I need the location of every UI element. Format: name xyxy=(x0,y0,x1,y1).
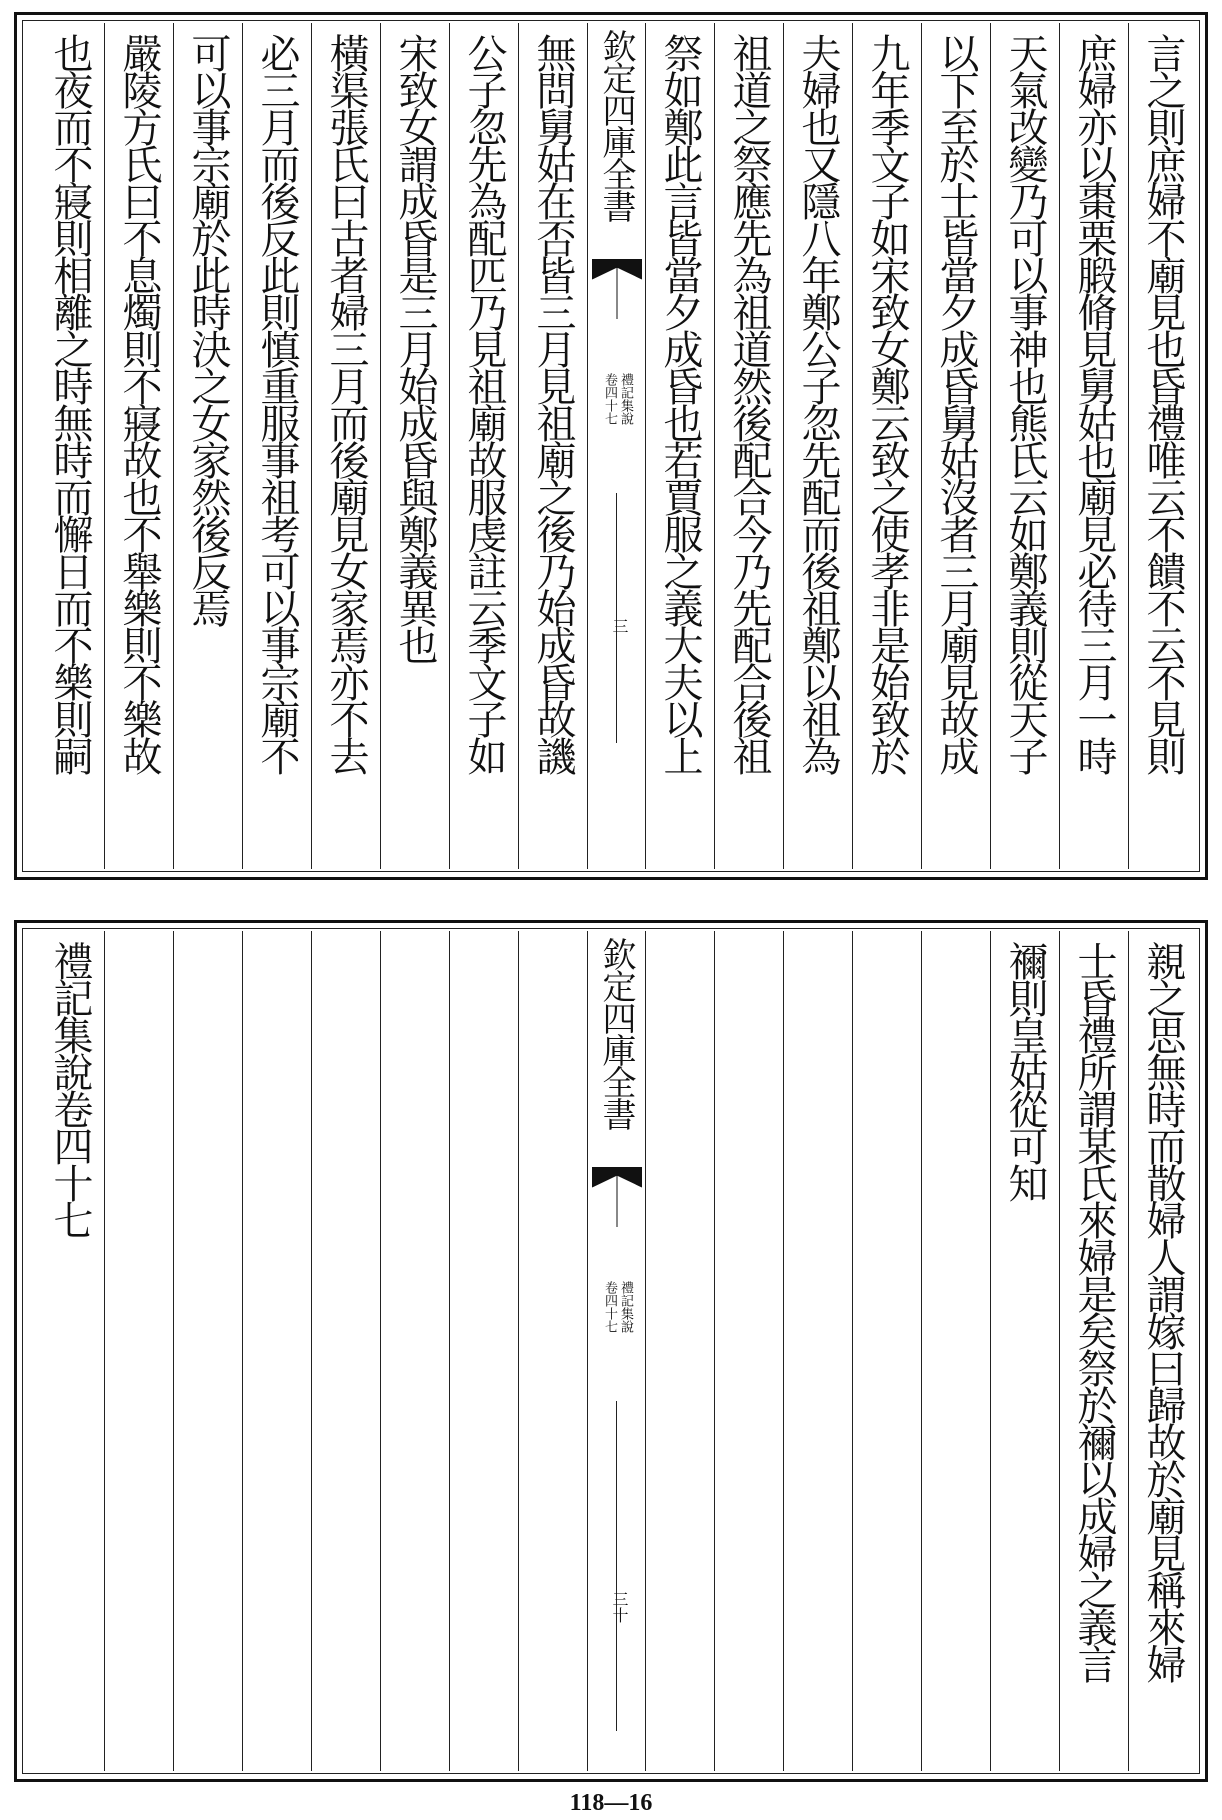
text-column xyxy=(783,931,852,1771)
text-column xyxy=(714,931,783,1771)
top-page xyxy=(14,12,1208,880)
column-text: 祭如鄭此言皆當夕成昏也若賈服之義大夫以上 xyxy=(657,33,703,773)
text-column xyxy=(1059,23,1128,869)
volume-end-title: 禮記集說卷四十七 xyxy=(47,941,93,1237)
fold-spine xyxy=(587,23,645,869)
text-column xyxy=(1128,931,1197,1771)
text-column xyxy=(173,931,242,1771)
text-column xyxy=(783,23,852,869)
column-text: 無問舅姑在否皆三月見祖廟之後乃始成昏故譏 xyxy=(530,33,576,773)
text-column xyxy=(35,23,104,869)
text-column xyxy=(645,931,714,1771)
text-column xyxy=(380,23,449,869)
text-column xyxy=(921,23,990,869)
column-text: 公子忽先為配匹乃見祖廟故服虔註云季文子如 xyxy=(461,33,507,773)
column-text: 夫婦也又隱八年鄭公子忽先配而後祖鄭以祖為 xyxy=(795,33,841,773)
reprint-page-number: 118—16 xyxy=(569,1790,653,1816)
text-column xyxy=(104,23,173,869)
text-column xyxy=(311,931,380,1771)
column-text: 嚴陵方氏曰不息燭則不寢故也不舉樂則不樂故 xyxy=(116,33,162,773)
text-column xyxy=(242,931,311,1771)
column-text: 士昏禮所謂某氏來婦是矣祭於禰以成婦之義言 xyxy=(1071,941,1117,1681)
text-column xyxy=(449,931,518,1771)
fish-tail-mark-icon xyxy=(592,1167,642,1227)
bottom-page xyxy=(14,920,1208,1782)
spine-title: 欽定四庫全書 xyxy=(596,937,636,1129)
spine-rule xyxy=(616,1401,617,1731)
text-column xyxy=(104,931,173,1771)
column-text: 祖道之祭應先為祖道然後配合今乃先配合後祖 xyxy=(726,33,772,773)
fold-spine xyxy=(587,931,645,1771)
text-column xyxy=(35,931,104,1771)
spine-page-number: 三 xyxy=(610,618,629,634)
column-text: 也夜而不寢則相離之時無時而懈日而不樂則嗣 xyxy=(47,33,93,773)
text-column xyxy=(518,23,587,869)
column-text: 以下至於士皆當夕成昏舅姑沒者三月廟見故成 xyxy=(933,33,979,773)
column-text: 宋致女謂成昏是三月始成昏與鄭義異也 xyxy=(392,33,438,662)
text-column xyxy=(311,23,380,869)
text-column xyxy=(714,23,783,869)
text-column xyxy=(852,23,921,869)
column-text: 天氣改變乃可以事神也熊氏云如鄭義則從天子 xyxy=(1002,33,1048,773)
text-column xyxy=(645,23,714,869)
text-column xyxy=(852,931,921,1771)
text-column xyxy=(990,931,1059,1771)
column-text: 九年季文子如宋致女鄭云致之使孝非是始致於 xyxy=(864,33,910,773)
text-column xyxy=(518,931,587,1771)
text-column xyxy=(173,23,242,869)
text-column xyxy=(380,931,449,1771)
spine-subtitle: 禮記集說 xyxy=(618,373,633,425)
spine-volume: 卷四十七 xyxy=(602,1281,617,1333)
fish-tail-mark-icon xyxy=(592,259,642,319)
spine-title: 欽定四庫全書 xyxy=(596,29,636,221)
text-column xyxy=(242,23,311,869)
column-text: 必三月而後反此則慎重服事祖考可以事宗廟不 xyxy=(254,33,300,773)
spine-subtitle: 禮記集說 xyxy=(618,1281,633,1333)
column-text: 禰則皇姑從可知 xyxy=(1002,941,1048,1200)
column-text: 庶婦亦以棗栗腶脩見舅姑也廟見必待三月一時 xyxy=(1071,33,1117,773)
text-column xyxy=(449,23,518,869)
text-column xyxy=(990,23,1059,869)
spine-page-number: 三十 xyxy=(610,1591,629,1623)
column-text: 言之則庶婦不廟見也昏禮唯云不饋不云不見則 xyxy=(1140,33,1186,773)
column-text: 橫渠張氏曰古者婦三月而後廟見女家焉亦不去 xyxy=(323,33,369,773)
column-text: 親之思無時而散婦人謂嫁曰歸故於廟見稱來婦 xyxy=(1140,941,1186,1681)
column-text: 可以事宗廟於此時決之女家然後反焉 xyxy=(185,33,231,625)
spine-volume: 卷四十七 xyxy=(602,373,617,425)
text-column xyxy=(1059,931,1128,1771)
text-column xyxy=(921,931,990,1771)
text-column xyxy=(1128,23,1197,869)
